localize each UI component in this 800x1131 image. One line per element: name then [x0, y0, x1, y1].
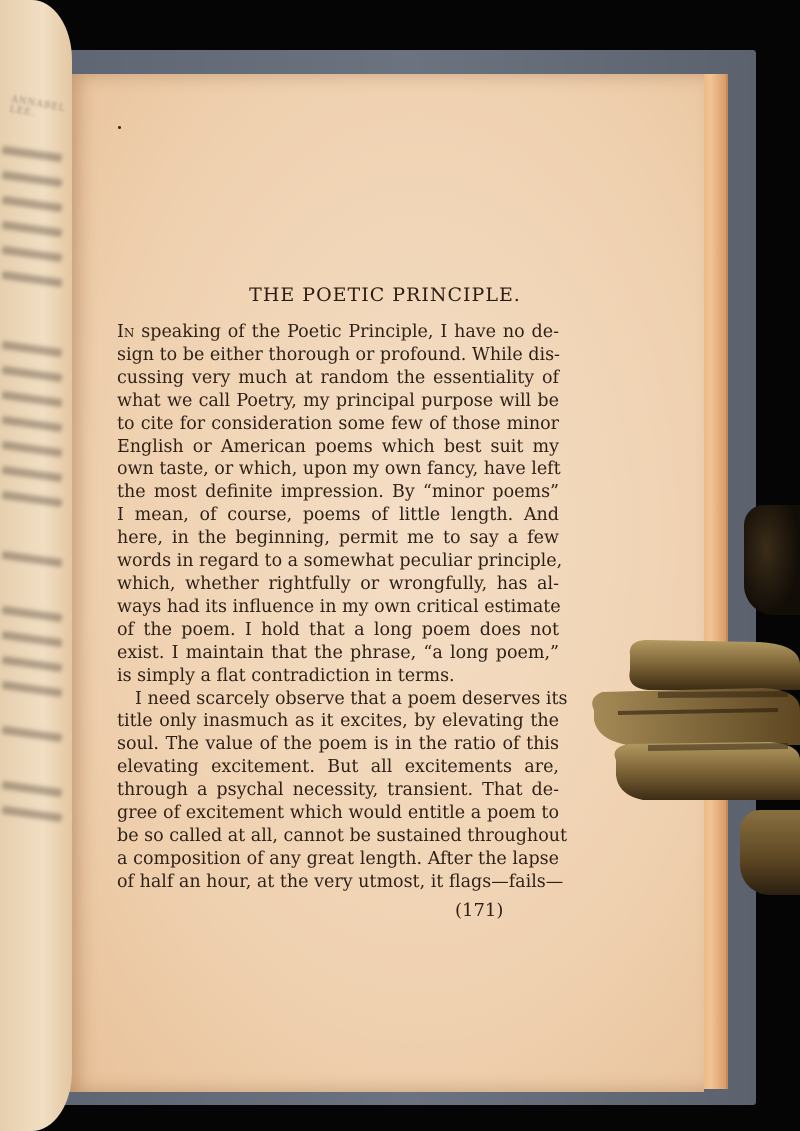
- text-line: own taste, or which, upon my own fancy, have left: [117, 459, 561, 480]
- text-line: words in regard to a somewhat peculiar principle,: [117, 551, 563, 572]
- brass-hand-bookend-icon: [588, 610, 800, 810]
- text-line: cussing very much at random the essentiality of: [117, 367, 559, 388]
- text-line: In speaking of the Poetic Principle, I have no de-: [117, 322, 559, 342]
- page-edges: [700, 74, 728, 1089]
- body-text: [117, 321, 568, 894]
- paper-speck: [118, 126, 121, 129]
- text-line: a composition of any great length. After the lapse: [117, 848, 559, 869]
- text-line: sign to be either thorough or profound. While dis-: [117, 344, 560, 365]
- text-line: to cite for consideration some few of those minor: [117, 413, 559, 434]
- text-line: which, whether rightfully or wrongfully, has al-: [117, 573, 559, 594]
- bookend-shadow: [744, 505, 800, 615]
- text-line: ways had its influence in my own critical estimate: [117, 596, 561, 617]
- text-line: be so called at all, cannot be sustained throughout: [117, 825, 568, 846]
- text-line: elevating excitement. But all excitements are,: [117, 757, 559, 778]
- chapter-title: THE POETIC PRINCIPLE.: [249, 284, 521, 306]
- text-line: soul. The value of the poem is in the ratio of this: [117, 734, 559, 755]
- page-number: (171): [455, 900, 504, 921]
- text-line: I need scarcely observe that a poem deserves its: [135, 688, 568, 709]
- text-line: of the poem. I hold that a long poem does not: [117, 619, 559, 640]
- text-line: the most definite impression. By “minor poems”: [117, 482, 559, 503]
- text-line: English or American poems which best suit my: [117, 436, 559, 457]
- text-line: gree of excitement which would entitle a poem to: [117, 803, 559, 824]
- drop-word: In: [117, 322, 135, 342]
- text-line: of half an hour, at the very utmost, it flags—fails—: [117, 871, 564, 892]
- text-line: through a psychal necessity, transient. That de-: [117, 780, 559, 801]
- text-line: title only inasmuch as it excites, by elevating the: [117, 711, 559, 732]
- left-page-header: ANNABEL LEE.: [8, 94, 67, 119]
- text-line: here, in the beginning, permit me to say a few: [117, 528, 559, 549]
- text-line: is simply a flat contradiction in terms.: [117, 665, 455, 686]
- left-page-curl: [0, 0, 72, 1131]
- text-line: exist. I maintain that the phrase, “a long poem,”: [117, 642, 559, 663]
- bookend-base: [740, 810, 800, 895]
- text-line: what we call Poetry, my principal purpose will be: [117, 390, 559, 411]
- text-line: I mean, of course, poems of little length. And: [117, 505, 559, 526]
